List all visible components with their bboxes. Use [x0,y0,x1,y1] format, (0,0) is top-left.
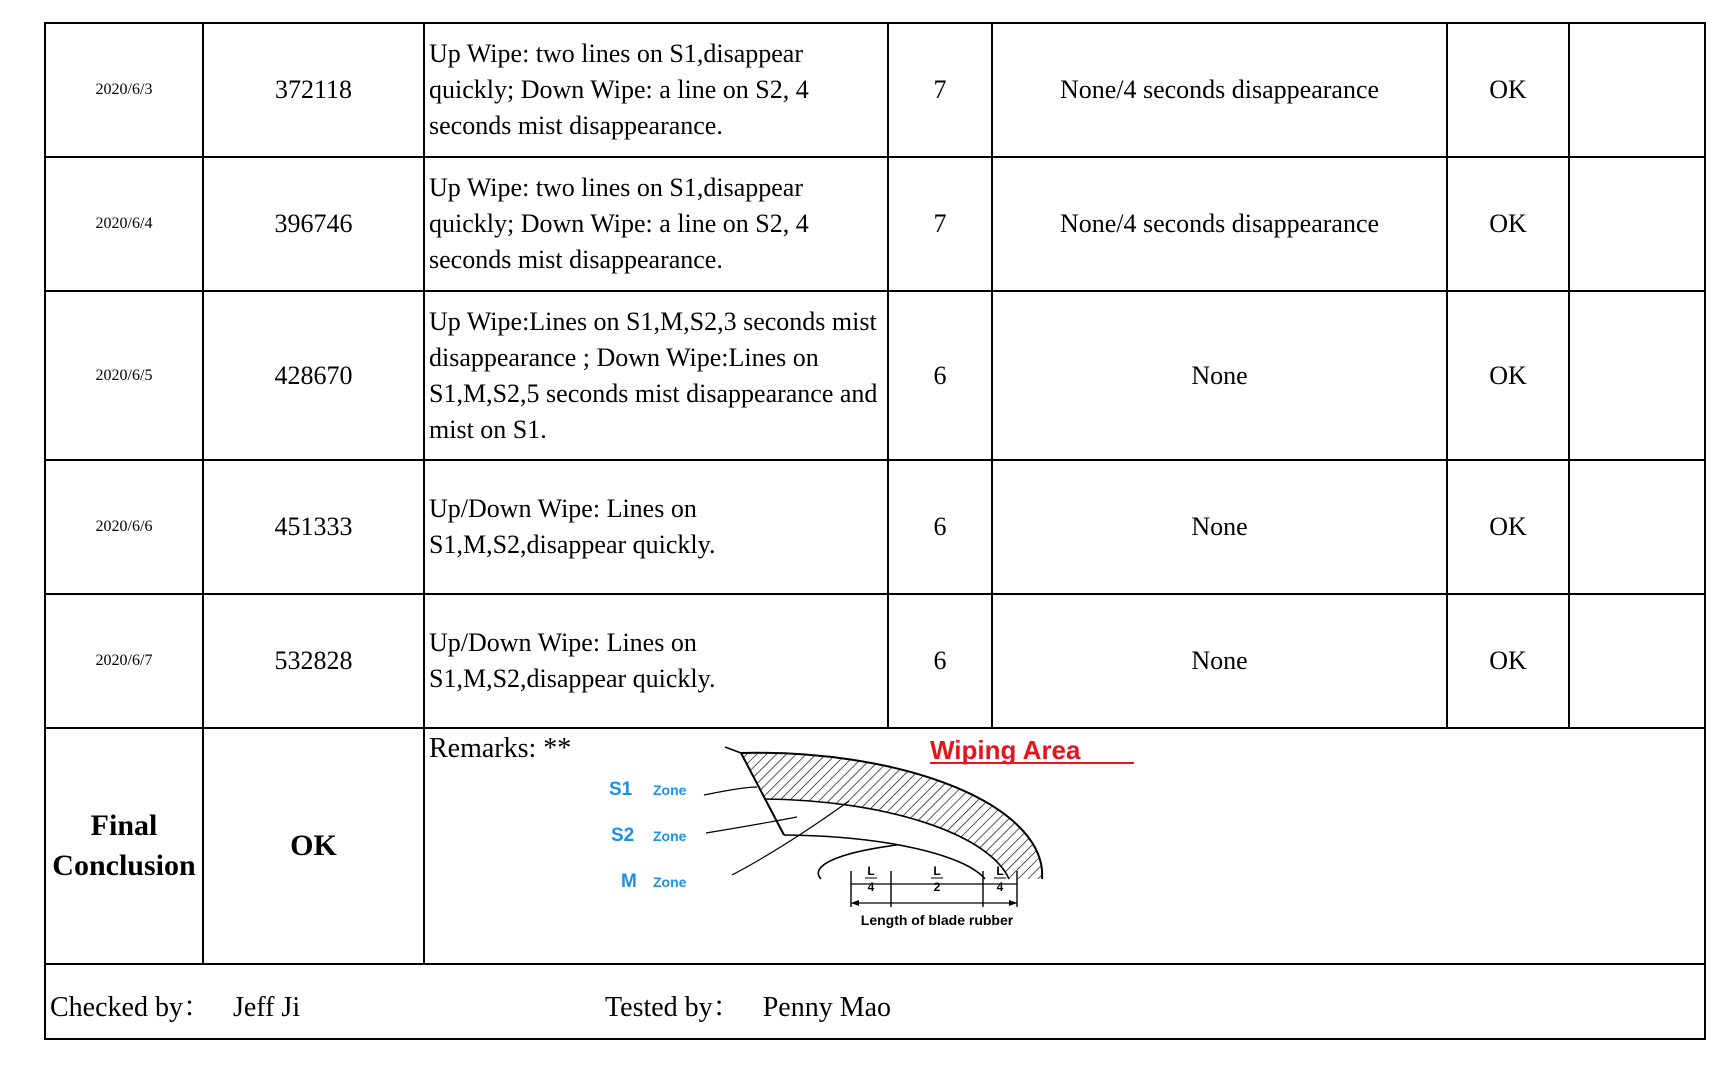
s1-zone-word: Zone [653,782,687,798]
empty-cell [1569,460,1705,594]
checked-by [50,985,300,1025]
status-cell: OK [1447,594,1569,728]
description-cell: Up Wipe:Lines on S1,M,S2,3 seconds mist disappearance ; Down Wipe:Lines on S1,M,S2,5 seconds mist disappearance and mist on S1. [424,291,888,460]
result-cell: None [992,291,1447,460]
status-cell: OK [1447,460,1569,594]
table-row [45,291,1705,460]
tested-by-label: Tested by： [605,992,741,1023]
s1-zone-label: S1 [609,779,633,800]
result-cell: None [992,460,1447,594]
s1-leader-line [704,787,757,795]
blade-tip [725,747,741,753]
status-cell: OK [1447,157,1569,291]
final-conclusion-value: OK [203,728,424,964]
wiping-area-title: Wiping Area [930,735,1081,765]
empty-cell [1569,157,1705,291]
description-cell: Up/Down Wipe: Lines on S1,M,S2,disappear quickly. [424,594,888,728]
final-label-line1: Final [90,809,158,842]
tested-by [605,985,891,1025]
date-cell: 2020/6/4 [45,157,203,291]
empty-cell [1569,594,1705,728]
fraction-4-1: 4 [867,880,875,894]
checked-by-label: Checked by： [50,992,211,1023]
result-cell: None [992,594,1447,728]
number-cell: 396746 [203,157,424,291]
description-cell: Up Wipe: two lines on S1,disappear quickly; Down Wipe: a line on S2, 4 seconds mist disappearance. [424,157,888,291]
result-cell: None/4 seconds disappearance [992,157,1447,291]
m-zone-label: M [621,871,637,892]
fraction-2: 2 [933,880,941,894]
table-row [45,157,1705,291]
s2-zone-word: Zone [653,828,687,844]
table-row [45,594,1705,728]
date-cell: 2020/6/3 [45,23,203,157]
fraction-l-2: L [933,864,941,878]
number-cell: 451333 [203,460,424,594]
table-row [45,460,1705,594]
number-cell: 532828 [203,594,424,728]
final-conclusion-row [45,728,1705,964]
score-cell: 7 [888,157,992,291]
result-cell: None/4 seconds disappearance [992,23,1447,157]
fraction-4-2: 4 [996,880,1004,894]
length-of-blade-label: Length of blade rubber [860,912,1014,928]
remarks-text: Remarks: ** [429,733,572,764]
wiping-area-diagram [425,729,1625,963]
final-label-line2: Conclusion [52,849,196,882]
description-cell: Up/Down Wipe: Lines on S1,M,S2,disappear quickly. [424,460,888,594]
date-cell: 2020/6/5 [45,291,203,460]
status-cell: OK [1447,291,1569,460]
signature-row [45,964,1705,1039]
test-report-table [44,22,1706,1040]
signature-cell [45,964,1705,1039]
fraction-l-1: L [867,864,875,878]
description-cell: Up Wipe: two lines on S1,disappear quickly; Down Wipe: a line on S2, 4 seconds mist disappearance. [424,23,888,157]
number-cell: 372118 [203,23,424,157]
s2-leader-line [706,817,797,833]
date-cell: 2020/6/7 [45,594,203,728]
empty-cell [1569,291,1705,460]
checked-by-name: Jeff Ji [232,992,301,1023]
score-cell: 7 [888,23,992,157]
date-cell: 2020/6/6 [45,460,203,594]
remarks-cell [424,728,1705,964]
base-arc [818,845,897,879]
m-zone-word: Zone [653,874,687,890]
score-cell: 6 [888,291,992,460]
fraction-l-3: L [996,864,1004,878]
number-cell: 428670 [203,291,424,460]
score-cell: 6 [888,460,992,594]
empty-cell [1569,23,1705,157]
score-cell: 6 [888,594,992,728]
arrow-right [1009,900,1017,906]
tested-by-name: Penny Mao [762,992,892,1023]
status-cell: OK [1447,23,1569,157]
m-leader-line [732,801,849,875]
table-row [45,23,1705,157]
final-conclusion-label [45,728,203,964]
inner-arc [784,835,985,879]
s2-zone-label: S2 [611,825,635,846]
arrow-left [851,900,859,906]
